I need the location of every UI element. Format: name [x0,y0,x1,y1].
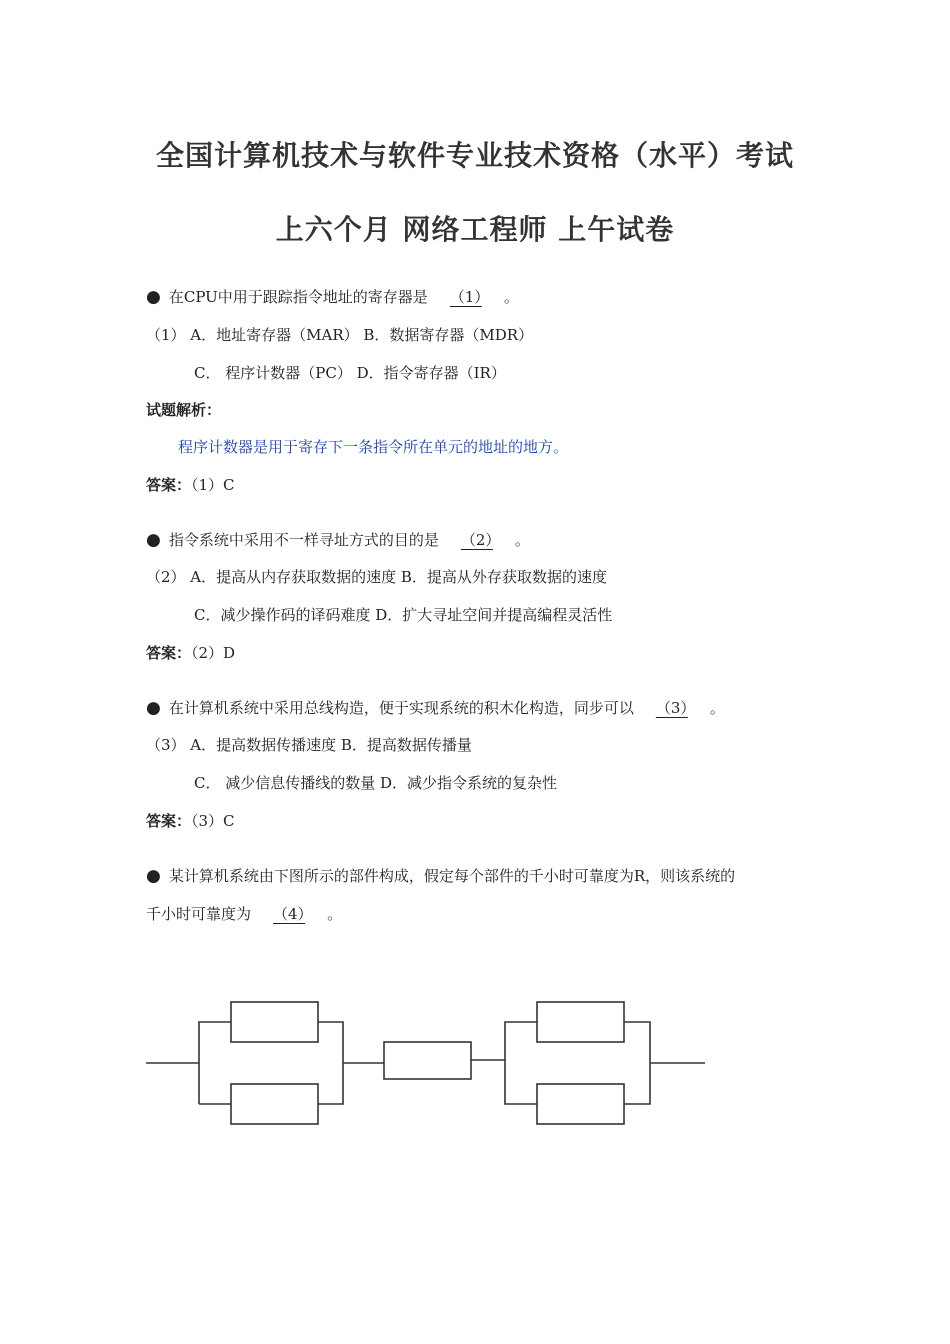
component-block [231,1084,318,1124]
left-branch-wire [199,1022,231,1104]
question-2-options-ab: （2） A．提高从内存获取数据的速度 B．提高从外存获取数据的速度 [146,568,607,586]
component-block [231,1002,318,1042]
answer-value: （2）D [191,644,236,662]
question-1-text: 在CPU中用于跟踪指令地址的寄存器是 [168,288,428,306]
answer-blank-2: （2） [460,531,493,549]
answer-value: （3）C [191,812,235,830]
question-2-options-cd: C．减少操作码的译码难度 D．扩大寻址空间并提高编程灵活性 [194,606,613,624]
document-title-line1: 全国计算机技术与软件专业技术资格（水平）考试 [155,139,794,172]
bullet-icon: ● [146,287,161,307]
question-1-options-ab: （1） A．地址寄存器（MAR） B．数据寄存器（MDR） [146,326,534,344]
question-3-options-ab: （3） A．提高数据传播速度 B．提高数据传播量 [146,736,472,754]
answer-blank-3: （3） [655,699,688,717]
question-1-options-cd: C． 程序计数器（PC） D．指令寄存器（IR） [194,364,506,382]
question-4-text: 某计算机系统由下图所示的部件构成，假定每个部件的千小时可靠度为R，则该系统的 [168,867,736,885]
answer-value: （1）C [191,476,235,494]
answer-blank-1: （1） [449,288,482,306]
analysis-text: 程序计数器是用于寄存下一条指令所在单元的地址的地方。 [178,438,569,456]
component-block [537,1002,624,1042]
answer-blank-4: （4） [273,905,306,923]
answer-label: 答案： [146,812,192,830]
question-4-stem-line2: 千小时可靠度为 （4） 。 [146,905,343,923]
question-1-stem: ● 在CPU中用于跟踪指令地址的寄存器是 （1） 。 [146,287,519,307]
component-block [537,1084,624,1124]
question-3-stem: ● 在计算机系统中采用总线构造，便于实现系统的积木化构造，同步可以 （3） 。 [146,698,725,718]
question-3-options-cd: C． 减少信息传播线的数量 D．减少指令系统的复杂性 [194,774,558,792]
component-block [384,1042,471,1079]
right-branch-wire [505,1022,537,1104]
analysis-label: 试题解析： [146,401,222,419]
bullet-icon: ● [146,530,161,550]
answer-label: 答案： [146,476,192,494]
bullet-icon: ● [146,698,161,718]
bullet-icon: ● [146,866,161,886]
document-title-line2: 上六个月 网络工程师 上午试卷 [275,213,675,246]
question-3-text: 在计算机系统中采用总线构造，便于实现系统的积木化构造，同步可以 [168,699,634,717]
question-2-stem: ● 指令系统中采用不一样寻址方式的目的是 （2） 。 [146,530,530,550]
question-2-text: 指令系统中采用不一样寻址方式的目的是 [168,531,439,549]
right-merge-wire [624,1022,650,1104]
left-merge-wire [318,1022,343,1104]
answer-label: 答案： [146,644,192,662]
